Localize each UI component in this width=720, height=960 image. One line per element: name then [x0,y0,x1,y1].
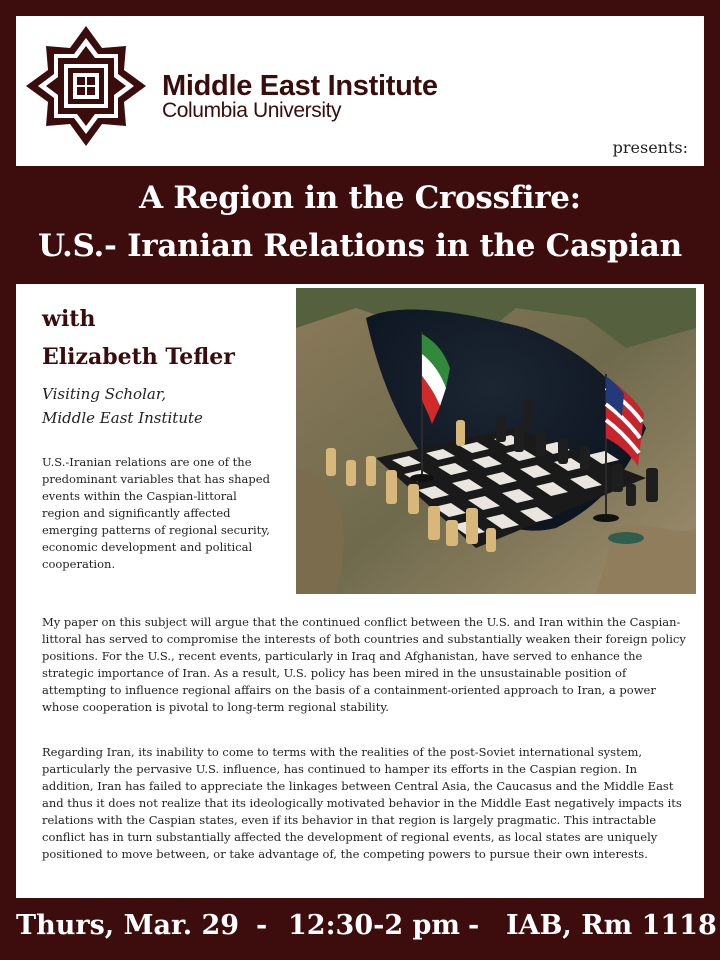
body-paragraph-2: Regarding Iran, its inability to come to terms with the realities of the post-Soviet international system, particularly the pervasive U.S. influence, has continued to hamper its efforts in the Caspian region. In addition, Iran has failed to appreciate the linkages between Central Asia, the Caucasus and the Middle East and thus it does not realize that its ideologically motivated behavior in the Middle East negatively impacts its relations with the Caspian states, even if its behavior in that region is largely pragmatic. This intractable conflict has in turn substantially affected the development of regional events, as local states are uniquely positioned to move between, or take advantage of, the competing powers to pursue their own interests. [42,745,682,861]
event-title-line-2: U.S.- Iranian Relations in the Caspian [38,228,682,264]
presents-label: presents: [612,138,688,157]
header-panel [16,16,704,166]
org-name: Middle East Institute [162,70,438,102]
with-label: with [42,306,96,332]
event-location: IAB, Rm 1118 [506,910,717,941]
speaker-role-line-2: Middle East Institute [42,409,203,427]
event-date: Thurs, Mar. 29 [16,910,240,941]
footer-separator-2: - [468,910,480,941]
event-time: 12:30-2 pm [288,910,460,941]
speaker-role-line-1: Visiting Scholar, [42,385,167,403]
speaker-name: Elizabeth Tefler [42,344,235,370]
footer-separator-1: - [256,910,268,941]
geometric-star-logo-icon [22,22,150,150]
caspian-chessboard-flags-photo [296,288,696,594]
speaker-role [42,382,203,430]
body-paragraph-1: My paper on this subject will argue that the continued conflict between the U.S. and Iran within the Caspian-littoral has served to compromise the interests of both countries and substantially weaken their foreign policy positions. For the U.S., recent events, particularly in Iraq and Afghanistan, have served to enhance the strategic importance of Iran. As a result, U.S. policy has been mired in the unsustainable position of attempting to influence regional affairs on the basis of a containment-oriented approach to Iran, a power whose cooperation is pivotal to long-term regional stability. [42,615,686,714]
intro-paragraph: U.S.-Iranian relations are one of the predominant variables that has shaped events within the Caspian-littoral region and significantly affected emerging patterns of regional security, economic development and political cooperation. [42,455,270,571]
event-title-line-1: A Region in the Crossfire: [139,180,581,216]
org-subtitle: Columbia University [162,99,342,122]
content-panel [16,284,704,898]
